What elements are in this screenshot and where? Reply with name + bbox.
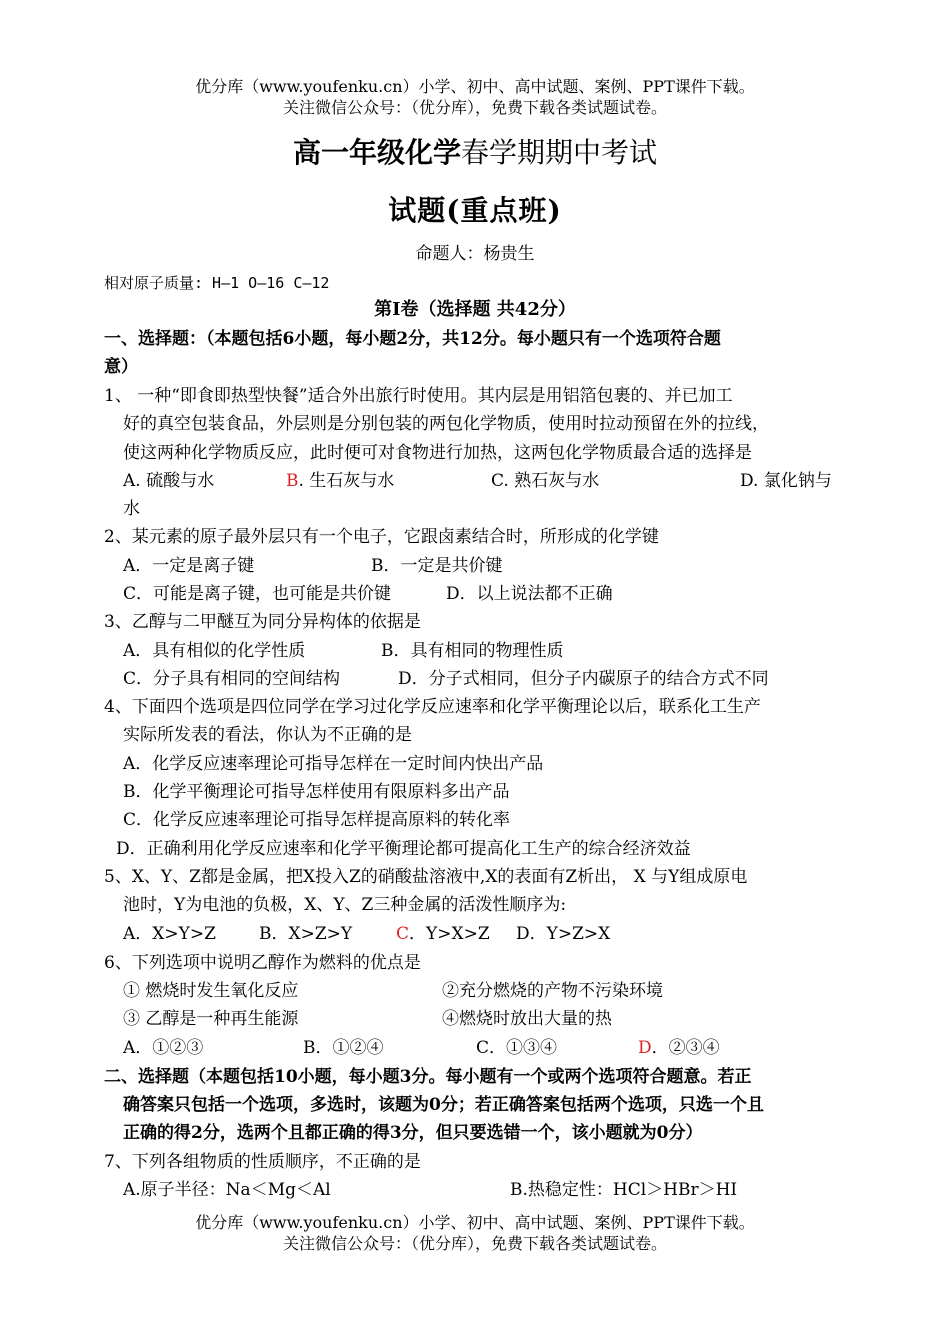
- q3-option-d: D．分子式相同，但分子内碳原子的结合方式不同: [398, 669, 769, 689]
- part2-instructions-2: 确答案只包括一个选项，多选时，该题为0分；若正确答案包括两个选项，只选一个且: [123, 1095, 764, 1115]
- q2-option-d: D．以上说法都不正确: [446, 584, 613, 604]
- exam-title-light: 春学期期中考试: [461, 136, 658, 169]
- q6-option-a: A．①②③: [123, 1038, 204, 1058]
- q2-option-a: A．一定是离子键: [123, 556, 255, 576]
- exam-title: [0, 136, 950, 170]
- q7-option-b: B.热稳定性：HCl＞HBr＞HI: [510, 1180, 738, 1200]
- header-line-1: 优分库（www.youfenku.cn）小学、初中、高中试题、案例、PPT课件下载。: [195, 77, 755, 96]
- q5-stem-1: 5、X、Y、Z都是金属，把X投入Z的硝酸盐溶液中,X的表面有Z析出， X 与Y组成原电: [104, 867, 748, 887]
- q5-option-a: A．X>Y>Z: [123, 924, 216, 944]
- q7-stem: 7、下列各组物质的性质顺序，不正确的是: [104, 1152, 421, 1172]
- q1-option-b: B. 生石灰与水: [286, 471, 395, 491]
- atomic-mass-note: 相对原子质量: H—1 O—16 C—12: [104, 274, 330, 292]
- q6-item-3: ③ 乙醇是一种再生能源: [123, 1009, 299, 1029]
- q1-answer-marker: B: [286, 471, 299, 491]
- q3-option-c: C．分子具有相同的空间结构: [123, 669, 341, 689]
- q6-option-c: C．①③④: [476, 1038, 558, 1058]
- exam-author: 命题人：杨贵生: [415, 244, 535, 264]
- q4-option-c: C．化学反应速率理论可指导怎样提高原料的转化率: [123, 810, 511, 830]
- q3-option-a: A．具有相似的化学性质: [123, 641, 306, 661]
- q6-stem: 6、下列选项中说明乙醇作为燃料的优点是: [104, 953, 421, 973]
- q5-option-c: C．Y>X>Z: [396, 924, 490, 944]
- q5-stem-2: 池时，Y为电池的负极，X、Y、Z三种金属的活泼性顺序为:: [123, 895, 567, 915]
- section1-heading: 第Ⅰ卷（选择题 共42分）: [374, 299, 576, 320]
- q6-answer-marker: D: [638, 1038, 652, 1058]
- part1-instructions-2: 意）: [104, 357, 138, 377]
- footer-line-2: 关注微信公众号：（优分库），免费下载各类试题试卷。: [282, 1234, 667, 1253]
- q6-option-b: B．①②④: [303, 1038, 384, 1058]
- part1-instructions-1: 一、选择题：（本题包括6小题，每小题2分，共12分。每小题只有一个选项符合题: [104, 329, 721, 349]
- q2-option-c: C．可能是离子键，也可能是共价键: [123, 584, 392, 604]
- q6-item-4: ④燃烧时放出大量的热: [442, 1009, 612, 1029]
- q1-option-c: C. 熟石灰与水: [491, 471, 600, 491]
- q1-option-a: A. 硫酸与水: [123, 471, 215, 491]
- q1-stem-2: 好的真空包装食品，外层则是分别包装的两包化学物质，使用时拉动预留在外的拉线，: [123, 414, 769, 434]
- footer-line-1: 优分库（www.youfenku.cn）小学、初中、高中试题、案例、PPT课件下载。: [195, 1213, 755, 1232]
- q4-option-d: D．正确利用化学反应速率和化学平衡理论都可提高化工生产的综合经济效益: [116, 839, 691, 859]
- part2-instructions-1: 二、选择题（本题包括10小题，每小题3分。每小题有一个或两个选项符合题意。若正: [104, 1067, 752, 1087]
- q6-item-2: ②充分燃烧的产物不污染环境: [442, 981, 663, 1001]
- q1-stem-1: 1、 一种“即食即热型快餐”适合外出旅行时使用。其内层是用铝箔包裹的、并已加工: [104, 386, 733, 406]
- q4-stem-2: 实际所发表的看法，你认为不正确的是: [123, 725, 412, 745]
- q3-stem: 3、乙醇与二甲醚互为同分异构体的依据是: [104, 612, 421, 632]
- part2-instructions-3: 正确的得2分，选两个且都正确的得3分，但只要选错一个，该小题就为0分）: [123, 1123, 703, 1143]
- q4-option-a: A．化学反应速率理论可指导怎样在一定时间内快出产品: [123, 754, 544, 774]
- q1-stem-3: 使这两种化学物质反应，此时便可对食物进行加热，这两包化学物质最合适的选择是: [123, 443, 752, 463]
- q7-option-a: A.原子半径：Na＜Mg＜Al: [123, 1180, 331, 1200]
- q3-option-b: B．具有相同的物理性质: [381, 641, 564, 661]
- exam-subtitle: 试题(重点班): [388, 194, 562, 227]
- exam-title-bold: 高一年级化学: [292, 136, 461, 169]
- q5-option-b: B．X>Z>Y: [259, 924, 353, 944]
- q5-option-d: D．Y>Z>X: [516, 924, 611, 944]
- q2-stem: 2、某元素的原子最外层只有一个电子，它跟卤素结合时，所形成的化学键: [104, 527, 659, 547]
- q1-option-d: D. 氯化钠与: [740, 471, 832, 491]
- header-line-2: 关注微信公众号：（优分库），免费下载各类试题试卷。: [282, 98, 667, 117]
- q6-item-1: ① 燃烧时发生氧化反应: [123, 981, 299, 1001]
- q4-stem-1: 4、下面四个选项是四位同学在学习过化学反应速率和化学平衡理论以后，联系化工生产: [104, 697, 761, 717]
- q5-answer-marker: C: [396, 924, 410, 944]
- q2-option-b: B．一定是共价键: [371, 556, 503, 576]
- q4-option-b: B．化学平衡理论可指导怎样使用有限原料多出产品: [123, 782, 510, 802]
- q1-option-d-cont: 水: [123, 499, 140, 519]
- q6-option-d: D．②③④: [638, 1038, 720, 1058]
